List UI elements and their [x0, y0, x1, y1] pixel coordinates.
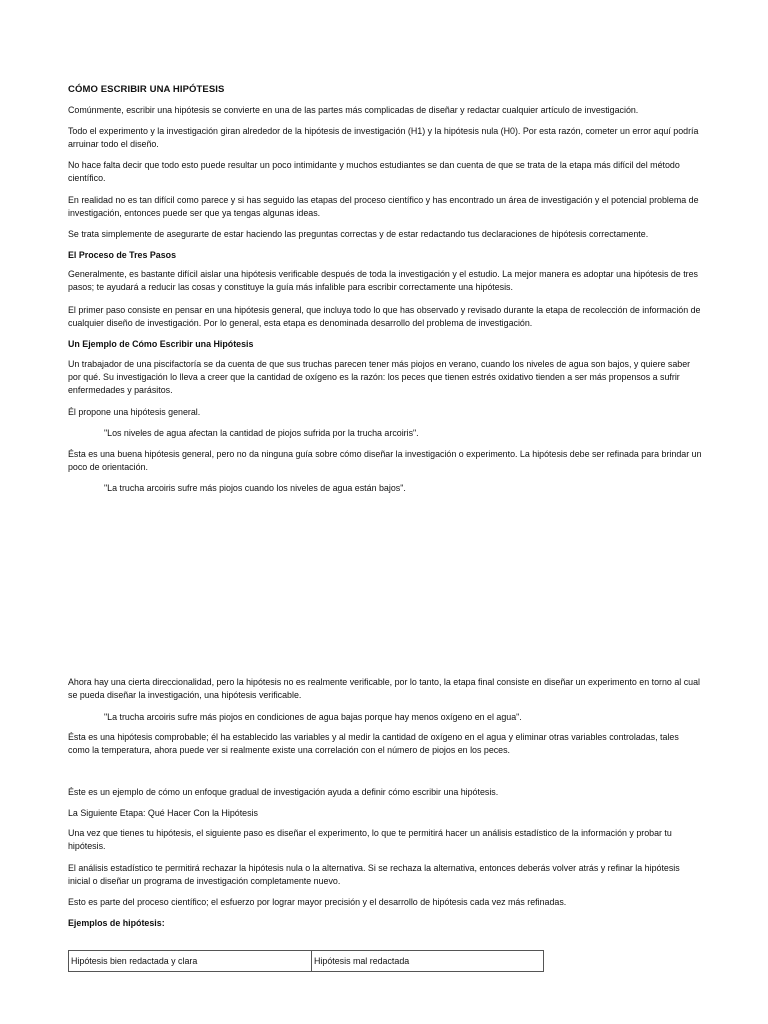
table-header-bad-hypothesis: Hipótesis mal redactada: [312, 951, 544, 972]
intro-paragraph-5: Se trata simplemente de asegurarte de estar haciendo las preguntas correctas y de estar redactando tus declaraciones de hipótesis correctamente.: [68, 229, 649, 239]
page-title: CÓMO ESCRIBIR UNA HIPÓTESIS: [68, 84, 225, 95]
table-row: [69, 951, 544, 972]
next-stage-paragraph-2: El análisis estadístico te permitirá rechazar la hipótesis nula o la alternativa. Si se rechaza la alternativa, entonces deberás volver atrás y refinar la hipótesis inicial o diseñar un programa de investigación completamente nuevo.: [68, 863, 680, 886]
three-steps-paragraph-2: El primer paso consiste en pensar en una hipótesis general, que incluya todo lo que has observado y revisado durante la etapa de recolección de información de cualquier diseño de investigación. Por lo general, esta etapa es denominada desarrollo del problema de investigación.: [68, 305, 701, 328]
three-steps-paragraph-1: Generalmente, es bastante difícil aislar una hipótesis verificable después de toda la investigación y el estudio. La mejor manera es adoptar una hipótesis de tres pasos; te ayudará a reducir las cosas y constituye la guía más infalible para escribir correctamente una hipótesis.: [68, 269, 698, 292]
example-paragraph-6: Éste es un ejemplo de cómo un enfoque gradual de investigación ayuda a definir cómo escribir una hipótesis.: [68, 787, 499, 797]
table-header-good-hypothesis: Hipótesis bien redactada y clara: [69, 951, 312, 972]
section-heading-next-stage: La Siguiente Etapa: Qué Hacer Con la Hipótesis: [68, 808, 258, 818]
example-quote-2: "La trucha arcoiris sufre más piojos cuando los niveles de agua están bajos".: [104, 483, 406, 493]
next-stage-paragraph-1: Una vez que tienes tu hipótesis, el siguiente paso es diseñar el experimento, lo que te permitirá hacer un análisis estadístico de la información y probar tu hipótesis.: [68, 828, 672, 851]
example-paragraph-5: Ésta es una hipótesis comprobable; él ha establecido las variables y al medir la cantidad de oxígeno en el agua y eliminar otras variables controladas, tales como la temperatura, ahora puede ver si realmente existe una correlación con el número de piojos en los peces.: [68, 732, 679, 755]
intro-paragraph-1: Comúnmente, escribir una hipótesis se convierte en una de las partes más complicadas de diseñar y redactar cualquier artículo de investigación.: [68, 105, 639, 115]
example-paragraph-2: Él propone una hipótesis general.: [68, 407, 201, 417]
example-paragraph-4: Ahora hay una cierta direccionalidad, pero la hipótesis no es realmente verificable, por lo tanto, la etapa final consiste en diseñar un experimento en torno al cual se pueda diseñar la investigación, una hipótesis verificable.: [68, 677, 700, 700]
intro-paragraph-3: No hace falta decir que todo esto puede resultar un poco intimidante y muchos estudiantes se dan cuenta de que se trata de la etapa más difícil del método científico.: [68, 160, 680, 183]
hypothesis-examples-table: [68, 950, 544, 972]
section-heading-three-steps: El Proceso de Tres Pasos: [68, 250, 177, 260]
example-quote-3: "La trucha arcoiris sufre más piojos en condiciones de agua bajas porque hay menos oxígeno en el agua".: [104, 712, 522, 722]
section-heading-example: Un Ejemplo de Cómo Escribir una Hipótesis: [68, 339, 254, 349]
example-quote-1: "Los niveles de agua afectan la cantidad de piojos sufrida por la trucha arcoiris".: [104, 428, 419, 438]
example-paragraph-1: Un trabajador de una piscifactoría se da cuenta de que sus truchas parecen tener más piojos en verano, cuando los niveles de agua son bajos, y quiere saber por qué. Su investigación lo lleva a creer que la cantidad de oxígeno es la razón: los peces que tienen estrés oxidativo tienden a ser más propensos a sufrir enfermedades y parásitos.: [68, 359, 691, 395]
examples-heading: Ejemplos de hipótesis:: [68, 918, 165, 928]
example-paragraph-3: Ésta es una buena hipótesis general, pero no da ninguna guía sobre cómo diseñar la investigación o experimento. La hipótesis debe ser refinada para brindar un poco de orientación.: [68, 449, 702, 472]
intro-paragraph-2: Todo el experimento y la investigación giran alrededor de la hipótesis de investigación (H1) y la hipótesis nula (H0). Por esta razón, cometer un error aquí podría arruinar todo el diseño.: [68, 126, 699, 149]
intro-paragraph-4: En realidad no es tan difícil como parece y si has seguido las etapas del proceso científico y has encontrado un área de investigación y el potencial problema de investigación, entonces puede ser que ya tengas algunas ideas.: [68, 195, 699, 218]
next-stage-paragraph-3: Esto es parte del proceso científico; el esfuerzo por lograr mayor precisión y el desarrollo de hipótesis cada vez más refinadas.: [68, 897, 567, 907]
